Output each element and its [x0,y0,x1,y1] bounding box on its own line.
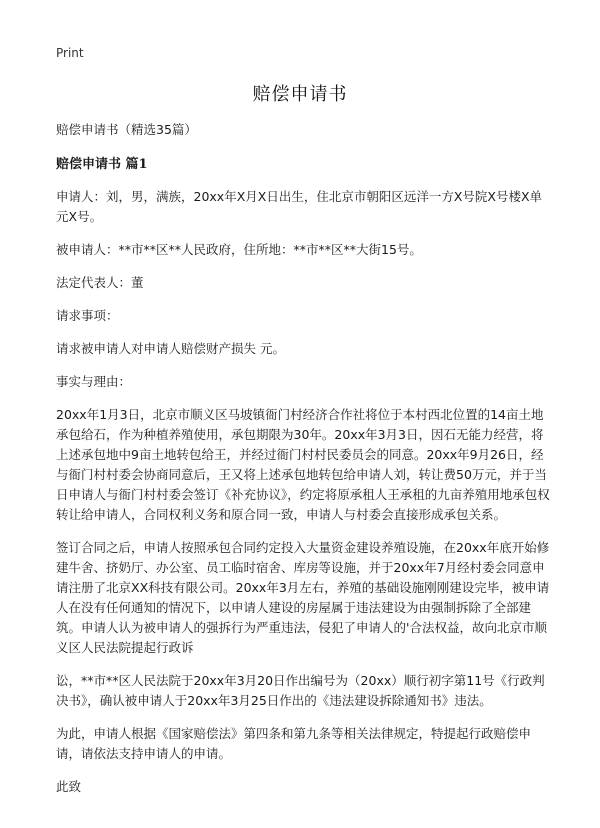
facts-paragraph-3: 讼，**市**区人民法院于20xx年3月20日作出编号为（20xx）顺行初字第11号《行政判决书》，确认被申请人于20xx年3月25日作出的《违法建设拆除通知书》违法。 [56,673,545,708]
legal-representative-paragraph: 法定代表人：董 [56,275,144,290]
request-heading: 请求事项： [56,308,119,323]
facts-heading: 事实与理由： [56,374,132,389]
closing-salutation: 此致 [56,779,82,794]
print-link[interactable]: Print [56,46,84,60]
document-subtitle: 赔偿申请书（精选35篇） [56,122,197,137]
facts-paragraph-1: 20xx年1月3日，北京市顺义区马坡镇衙门村经济合作社将位于本村西北位置的14亩土地承包给石，作为种植养殖使用，承包期限为30年。20xx年3月3日，因石无能力经营，将上述承包地中9亩土地转包给王，并经过衙门村村民委员会的同意。20xx年9月26日，经与衙门村村委会协商同意后，王又将上述承包地转包给申请人刘，转让费50万元，并于当日申请人与衙门村村委会签订《补充协议》，约定将原承租人王承租的九亩养殖用地承包权转让给申请人，合同权利义务和原合同一致，申请人与村委会直接形成承包关系。 [56,407,550,522]
section-heading: 赔偿申请书 篇1 [56,157,148,172]
request-paragraph: 请求被申请人对申请人赔偿财产损失 元。 [56,341,285,356]
applicant-paragraph: 申请人：刘，男，满族，20xx年X月X日出生，住北京市朝阳区远洋一方X号院X号楼X单元X号。 [56,189,543,224]
document-body [56,120,552,810]
conclusion-paragraph: 为此，申请人根据《国家赔偿法》第四条和第九条等相关法律规定，特提起行政赔偿申请，请依法支持申请人的申请。 [56,726,532,761]
respondent-paragraph: 被申请人：**市**区**人民政府，住所地：**市**区**大街15号。 [56,242,422,257]
document-title: 赔偿申请书 [252,84,348,105]
facts-paragraph-2: 签订合同之后，申请人按照承包合同约定投入大量资金建设养殖设施，在20xx年底开始修建牛舍、挤奶厅、办公室、员工临时宿舍、库房等设施，并于20xx年7月经村委会同意申请注册了北京XX科技有限公司。20xx年3月左右，养殖的基础设施刚刚建设完毕，被申请人在没有任何通知的情况下，以申请人建设的房屋属于违法建设为由强制拆除了全部建筑。申请人认为被申请人的强拆行为严重违法，侵犯了申请人的'合法权益，故向北京市顺义区人民法院提起行政诉 [56,540,550,655]
